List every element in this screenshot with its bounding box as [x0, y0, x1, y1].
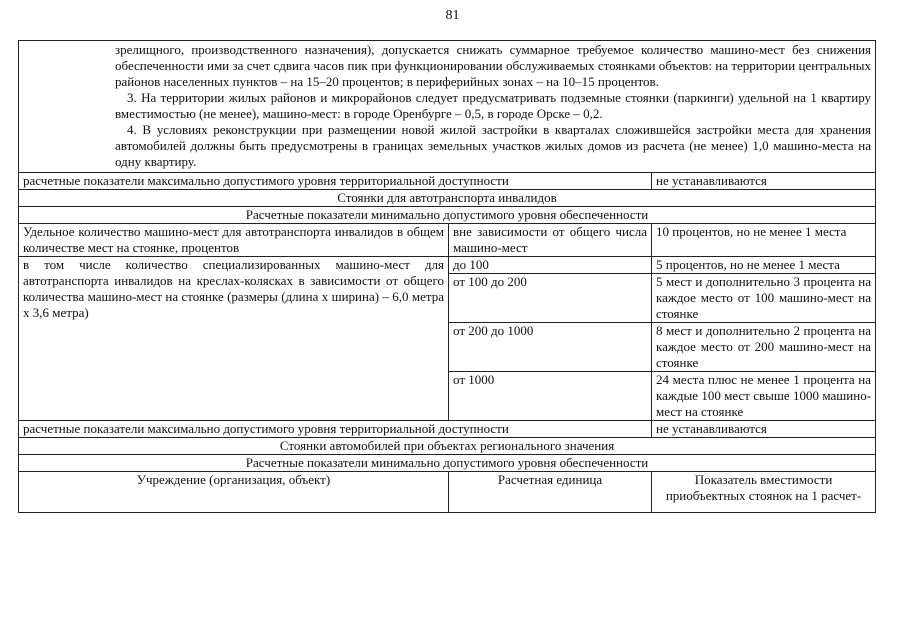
disabled-share-basis: вне зависимости от общего числа машино-мест [449, 224, 652, 257]
min-supply-heading-1: Расчетные показатели минимально допустимого уровня обеспеченности [19, 207, 876, 224]
regional-header-row [19, 472, 876, 513]
min-supply-row-2 [19, 455, 876, 472]
intro-paragraph-3: 4. В условиях реконструкции при размещении новой жилой застройки в кварталах сложившейся застройки места для хранения автомобилей должны быть предусмотрены в границах земельных участков жилых домов из расчета (не менее) 1,0 машино-места на одну квартиру. [115, 122, 872, 169]
section-row-disabled [19, 190, 876, 207]
disabled-share-label: Удельное количество машино-мест для автотранспорта инвалидов в общем количестве мест на стоянке, процентов [19, 224, 449, 257]
section-row-regional [19, 438, 876, 455]
section-title-disabled: Стоянки для автотранспорта инвалидов [19, 190, 876, 207]
header-institution: Учреждение (организация, объект) [19, 472, 449, 513]
min-supply-row-1 [19, 207, 876, 224]
special-row-1 [19, 257, 876, 274]
disabled-share-value: 10 процентов, но не менее 1 места [652, 224, 876, 257]
special-value-2: 5 мест и дополнительно 3 процента на каждое место от 100 машино-мест на стоянке [652, 274, 876, 323]
max-access-row-1 [19, 173, 876, 190]
max-access-value-2: не устанавливаются [652, 421, 876, 438]
special-range-2: от 100 до 200 [449, 274, 652, 323]
intro-paragraph-2: 3. На территории жилых районов и микрорайонов следует предусматривать подземные стоянки (паркинги) удельной на 1 квартиру вместимостью (не менее), машино-мест: в городе Оренбурге – 0,5, в городе Орске – 0,2. [115, 90, 872, 121]
special-value-1: 5 процентов, но не менее 1 места [652, 257, 876, 274]
header-unit: Расчетная единица [449, 472, 652, 513]
disabled-share-row [19, 224, 876, 257]
special-range-4: от 1000 [449, 372, 652, 421]
special-range-1: до 100 [449, 257, 652, 274]
max-access-label-2: расчетные показатели максимально допустимого уровня территориальной доступности [19, 421, 652, 438]
norms-table [18, 40, 876, 513]
intro-row [19, 41, 876, 173]
max-access-value-1: не устанавливаются [652, 173, 876, 190]
special-label: в том числе количество специализированных машино-мест для автотранспорта инвалидов на креслах-колясках в зависимости от общего количества машино-мест на стоянке (размеры (длина х ширина) – 6,0 метра х 3,6 метра) [19, 257, 449, 421]
min-supply-heading-2: Расчетные показатели минимально допустимого уровня обеспеченности [19, 455, 876, 472]
max-access-row-2 [19, 421, 876, 438]
special-value-4: 24 места плюс не менее 1 процента на каждые 100 мест свыше 1000 машино-мест на стоянке [652, 372, 876, 421]
special-value-3: 8 мест и дополнительно 2 процента на каждое место от 200 машино-мест на стоянке [652, 323, 876, 372]
intro-paragraph-1: зрелищного, производственного назначения), допускается снижать суммарное требуемое количество машино-мест без снижения обеспеченности ими за счет сдвига часов пик при функционировании обслуживаемых стоянками объектов: на территории центральных районов населенных пунктов – на 15–20 процентов; в периферийных зонах – на 10–15 процентов. [115, 42, 872, 89]
intro-text [19, 41, 876, 173]
section-title-regional: Стоянки автомобилей при объектах регионального значения [19, 438, 876, 455]
page-number: 81 [445, 8, 460, 23]
max-access-label-1: расчетные показатели максимально допустимого уровня территориальной доступности [19, 173, 652, 190]
header-capacity: Показатель вместимости приобъектных стоянок на 1 расчет- [652, 472, 876, 513]
special-range-3: от 200 до 1000 [449, 323, 652, 372]
